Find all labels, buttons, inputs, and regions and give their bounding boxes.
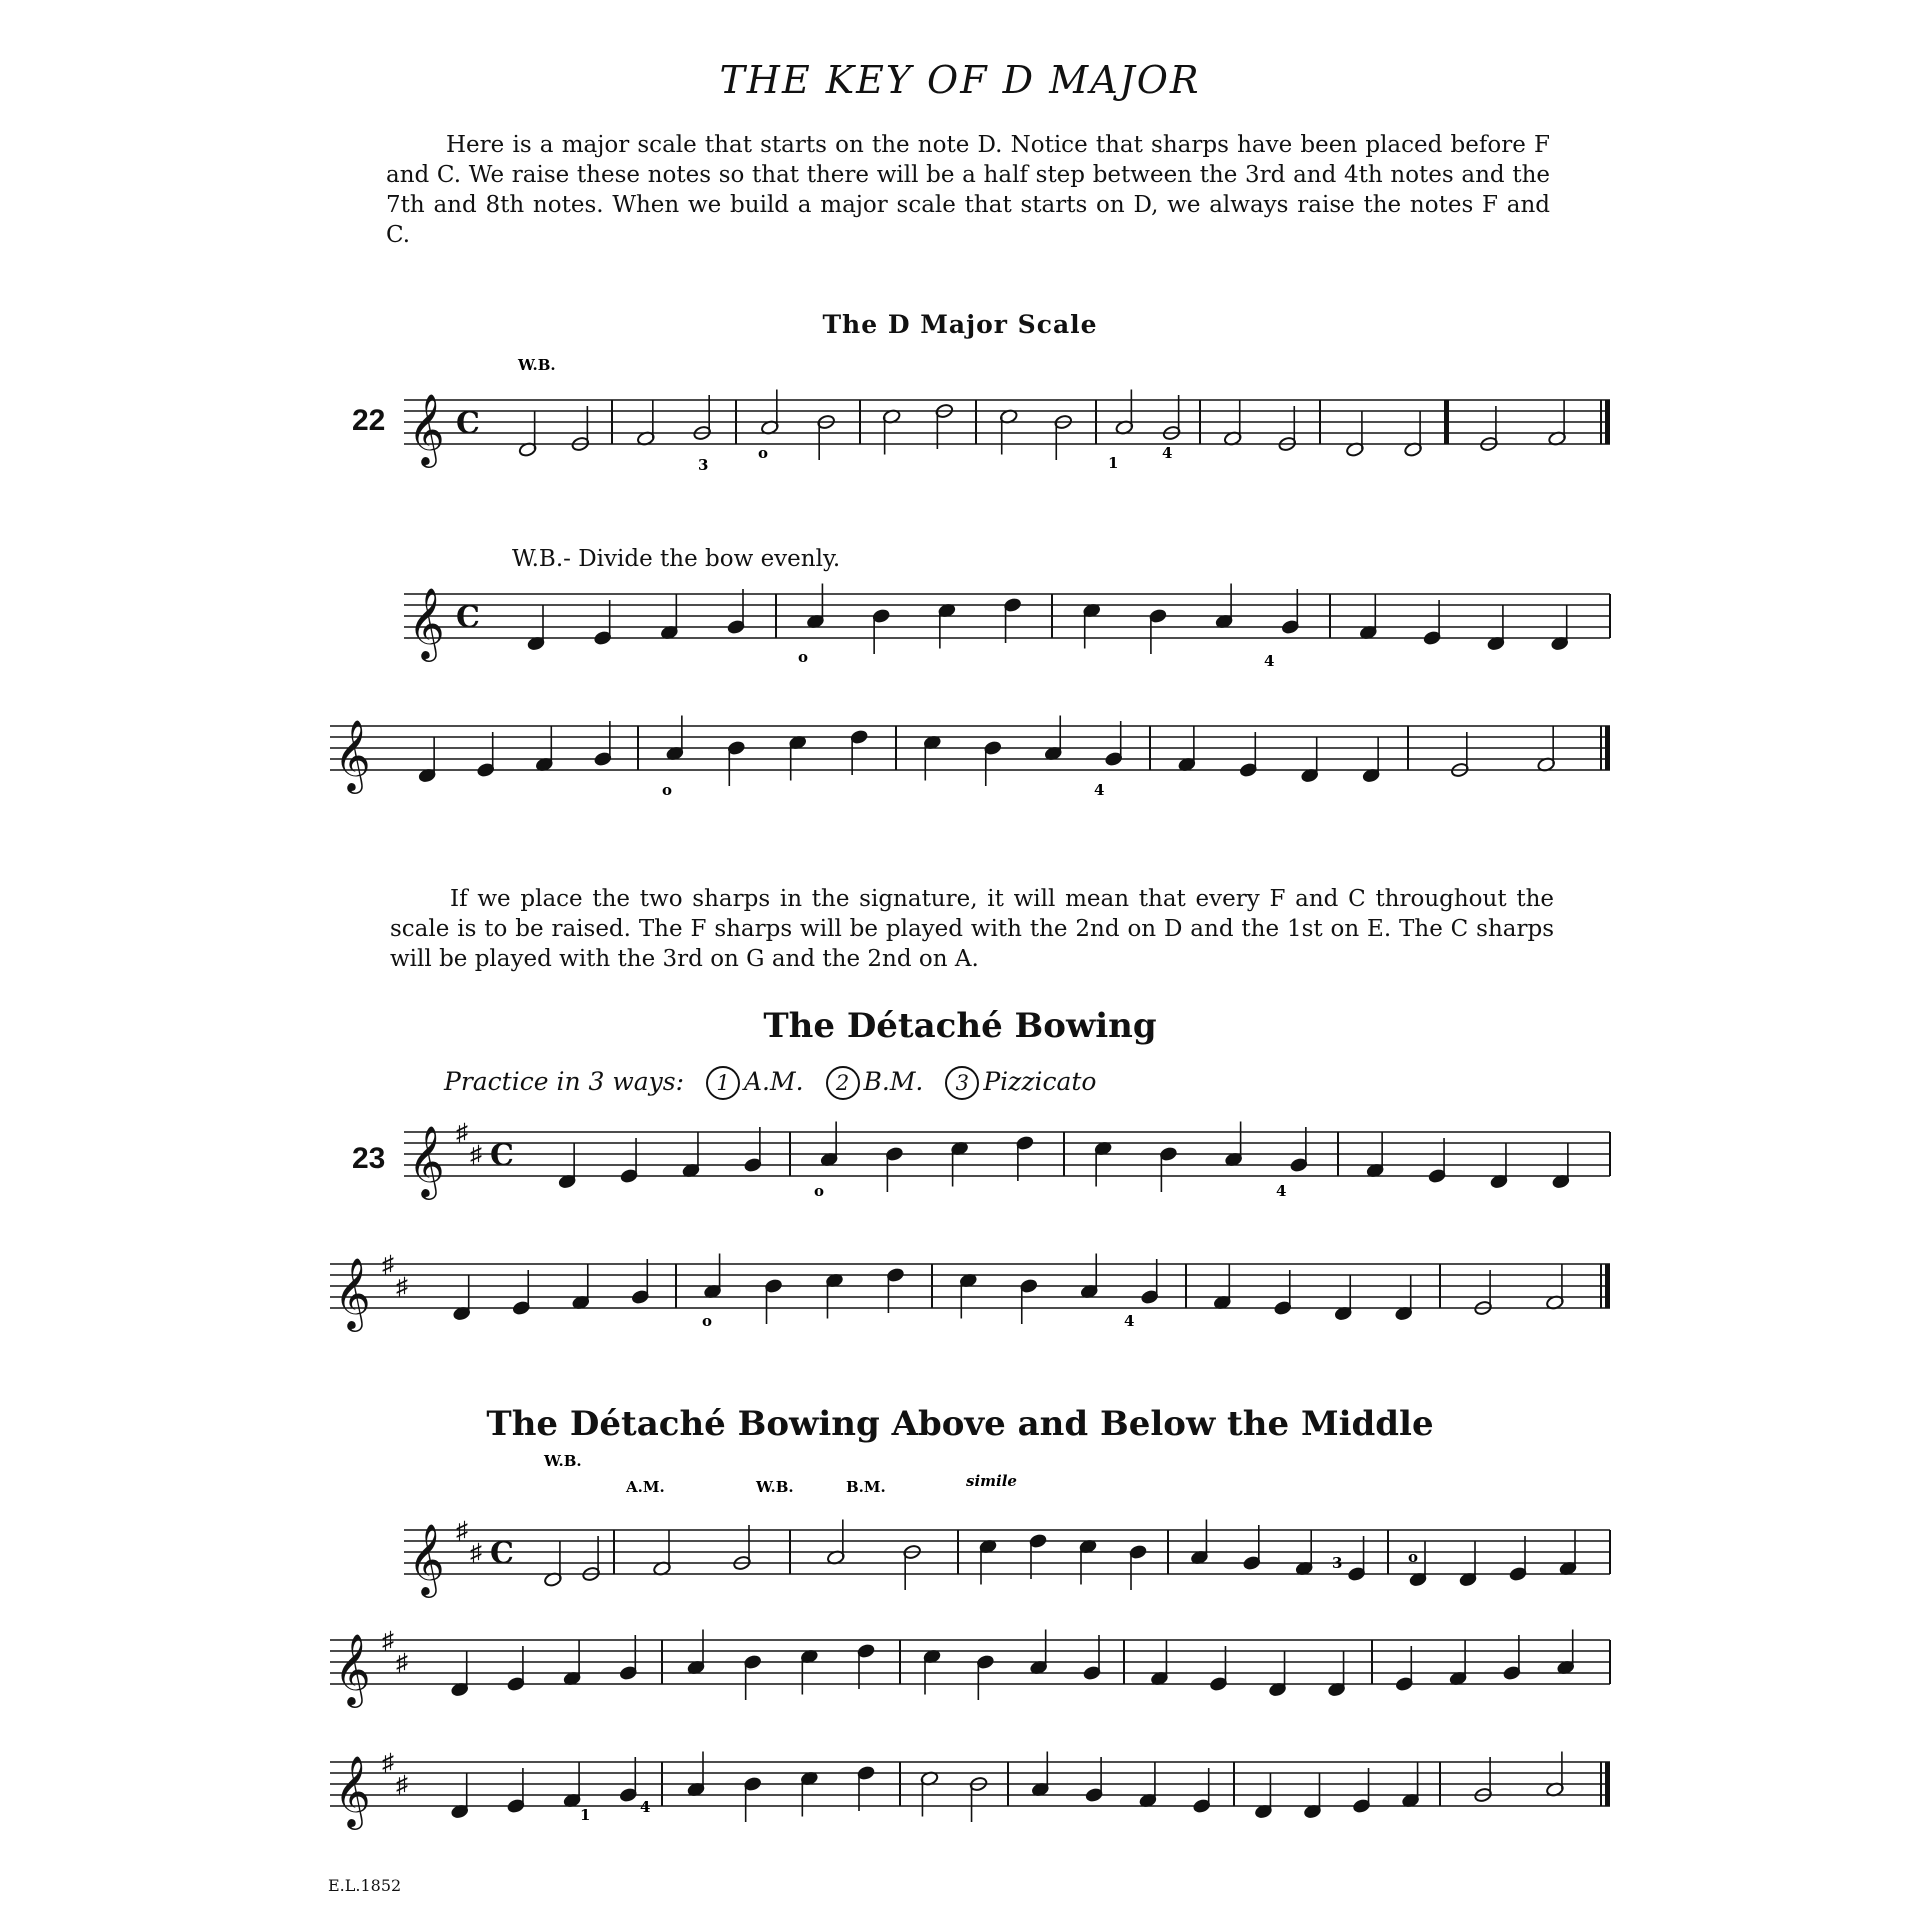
way-1-label: A.M. [744, 1067, 804, 1096]
d-major-scale-heading: The D Major Scale [822, 310, 1098, 339]
fingering-1-b: 1 [580, 1806, 591, 1824]
sharp-icon: ♯ [396, 1772, 408, 1798]
fingering-o-2: o [798, 648, 809, 666]
treble-clef-icon: 𝄞 [334, 1632, 371, 1705]
exercise-number-22: 22 [352, 404, 386, 437]
fingering-4-4: 4 [1276, 1182, 1287, 1200]
common-time-icon: C [456, 406, 480, 441]
wb-explanation: W.B.- Divide the bow evenly. [512, 546, 841, 572]
sharp-icon: ♯ [456, 1120, 468, 1146]
final-barline [1605, 400, 1610, 444]
catalog-footer: E.L.1852 [328, 1876, 402, 1895]
marking-wb-2: W.B. [756, 1478, 794, 1496]
common-time-icon: C [456, 600, 480, 635]
treble-clef-icon: 𝄞 [408, 392, 445, 465]
sharp-icon: ♯ [382, 1628, 394, 1654]
treble-clef-icon: 𝄞 [334, 718, 371, 791]
marking-am: A.M. [626, 1478, 665, 1496]
exercise-number-23: 23 [352, 1142, 386, 1175]
treble-clef-icon: 𝄞 [408, 586, 445, 659]
fingering-1: 1 [1108, 454, 1119, 472]
fingering-4-2: 4 [1264, 652, 1275, 670]
sharp-icon: ♯ [470, 1540, 482, 1566]
wb-marking: W.B. [518, 356, 556, 374]
treble-clef-icon: 𝄞 [334, 1256, 371, 1329]
intro-paragraph-text: Here is a major scale that starts on the note D. Notice that sharps have been placed before F and C. We raise these notes so that there will be a half step between the 3rd and 4th notes and the 7th and 8th notes. When we build a major scale that starts on D, we always raise the notes F and C. [386, 132, 1550, 248]
treble-clef-icon: 𝄞 [408, 1522, 445, 1595]
sharp-icon: ♯ [456, 1518, 468, 1544]
way-3-number: 3 [945, 1066, 979, 1100]
fingering-3-b: 3 [1332, 1554, 1343, 1572]
fingering-4: 4 [1162, 444, 1173, 462]
marking-wb-1: W.B. [544, 1452, 582, 1470]
signature-paragraph-text: If we place the two sharps in the signature, it will mean that every F and C throughout the scale is to be raised. The F sharps will be played with the 2nd on D and the 1st on E. The C sharps will be played with the 3rd on G and the 2nd on A. [390, 886, 1554, 972]
fingering-o-5: o [702, 1312, 713, 1330]
fingering-4-3: 4 [1094, 781, 1105, 799]
sharp-icon: ♯ [396, 1274, 408, 1300]
repeat-barline [1444, 400, 1449, 444]
music-staves [330, 400, 1610, 1806]
way-2-number: 2 [826, 1066, 860, 1100]
treble-clef-icon: 𝄞 [334, 1754, 371, 1827]
sharp-icon: ♯ [470, 1142, 482, 1168]
marking-simile: simile [966, 1472, 1017, 1490]
page-title: THE KEY OF D MAJOR [719, 58, 1201, 102]
sharp-icon: ♯ [382, 1252, 394, 1278]
fingering-4-5: 4 [1124, 1312, 1135, 1330]
way-2-label: B.M. [863, 1067, 924, 1096]
final-barline [1605, 726, 1610, 770]
final-barline [1605, 1762, 1610, 1806]
detache-above-below-heading: The Détaché Bowing Above and Below the Middle [486, 1404, 1434, 1444]
sharp-icon: ♯ [396, 1650, 408, 1676]
marking-bm: B.M. [846, 1478, 886, 1496]
sharp-icon: ♯ [382, 1750, 394, 1776]
fingering-o: o [758, 444, 769, 462]
fingering-4-b: 4 [640, 1798, 651, 1816]
way-3-label: Pizzicato [983, 1067, 1097, 1096]
fingering-o-3: o [662, 781, 673, 799]
final-barline [1605, 1264, 1610, 1308]
common-time-icon: C [490, 1138, 514, 1173]
fingering-o-b: o [1408, 1548, 1419, 1566]
detache-bowing-heading: The Détaché Bowing [763, 1006, 1157, 1046]
practice-intro: Practice in 3 ways: [444, 1067, 685, 1096]
fingering-o-4: o [814, 1182, 825, 1200]
way-1-number: 1 [706, 1066, 740, 1100]
common-time-icon: C [490, 1536, 514, 1571]
fingering-3: 3 [698, 456, 709, 474]
treble-clef-icon: 𝄞 [408, 1124, 445, 1197]
